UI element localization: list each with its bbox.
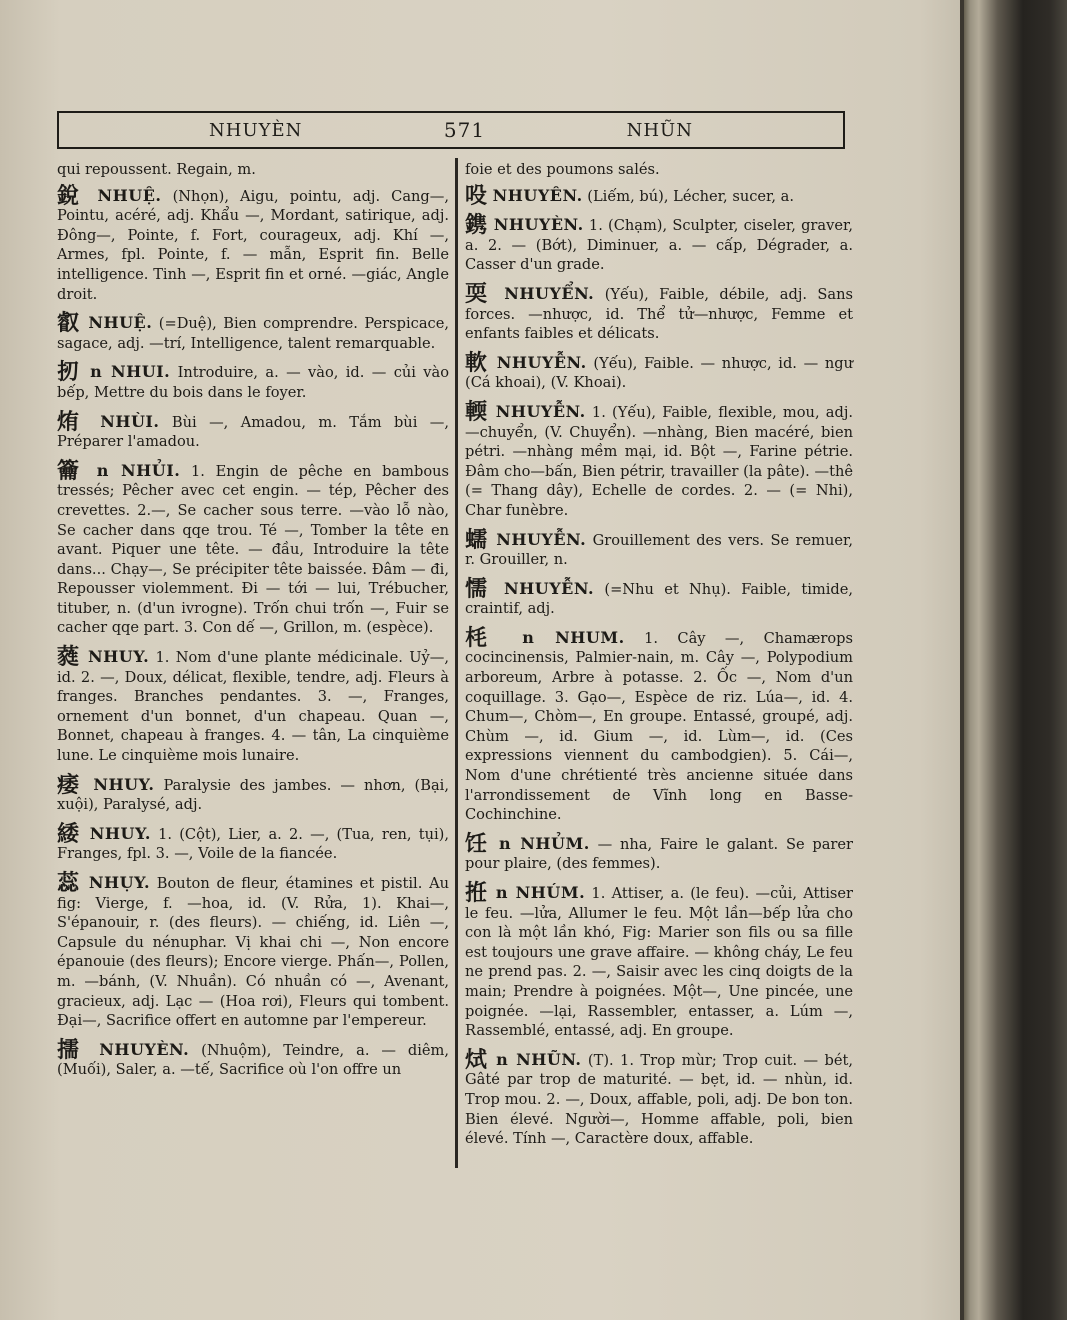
entry-text: 1. (Yếu), Faible, flexible, mou, adj. —chuyển, (V. Chuyển). —nhàng, Bien macéré, bien pétri. —nhàng mềm mại, id. Bột —, Farine pétrie. Đâm cho—bấn, Bien pétrir, travailler (la pâte). —thê (= Thang dây), Echelle de cordes. 2. — (= Nhi), Char funèbre. bbox=[465, 403, 853, 519]
header-right-word: NHŨN bbox=[626, 119, 693, 141]
entry-text: Grouillement des vers. Se remuer, r. Grouiller, n. bbox=[465, 531, 854, 569]
dictionary-entry bbox=[57, 820, 449, 864]
entry-headword: NHUYỄN. bbox=[496, 529, 587, 549]
dictionary-entry bbox=[57, 771, 449, 815]
entry-text: (Yếu), Faible. — nhược, id. — ngư (Cá khoai), (V. Khoai). bbox=[465, 354, 853, 392]
entry-headword: NHUYỂN. bbox=[504, 283, 595, 303]
entry-text: qui repoussent. Regain, m. bbox=[57, 161, 256, 178]
entry-character: 拰 bbox=[465, 880, 489, 906]
entry-text: 1. Attiser, a. (le feu). —củi, Attiser le feu. —lửa, Allumer le feu. Một lần—bếp lửa cho con là một lần khó, Fig: Marier son fils ou sa fille est toujours une grave affaire. — không cháy, Le feu ne prend pas. 2. —, Saisir avec les cinq doigts de la main; Prendre à poignées. Một—, Une pincée, une poignée. —lại, Rassembler, entasser, a. Lúm —, Rassemblé, entassé, adj. En groupe. bbox=[465, 885, 853, 1040]
column-divider bbox=[455, 158, 458, 1168]
entry-character: 軟 bbox=[465, 349, 490, 376]
entry-headword: n NHŨN. bbox=[496, 1049, 582, 1069]
dictionary-entry bbox=[465, 182, 853, 209]
dictionary-entry bbox=[57, 1036, 450, 1080]
entry-character: 耎 bbox=[465, 280, 493, 307]
dictionary-entry bbox=[465, 349, 853, 393]
dictionary-entry bbox=[57, 359, 450, 402]
header-left-word: NHUYÈN bbox=[209, 119, 303, 141]
entry-headword: n NHUI. bbox=[90, 362, 171, 382]
entry-text: Bouton de fleur, étamines et pistil. Au fig: Vierge, f. —hoa, id. (V. Rửa, 1). Khai—, S'épanouir, r. (des fleurs). — chiếng, id. Liên —, Capsule du nénuphar. Vị khai chi —, Non encore épanouie (des fleurs); Encore vierge. Phấn—, Pollen, m. —bánh, (V. Nhuần). Có nhuần có —, Avenant, gracieux, adj. Lạc — (Hoa rơi), Fleurs qui tombent. Đại—, Sacrifice offert en automne par l'empereur. bbox=[57, 875, 450, 1030]
entry-headword: NHUYỄN. bbox=[504, 578, 595, 598]
dictionary-entry bbox=[57, 310, 449, 353]
entry-headword: NHUỆ. bbox=[88, 313, 153, 333]
entry-character: 輭 bbox=[465, 398, 489, 425]
dictionary-entry bbox=[465, 880, 853, 1041]
entry-text: 1. Engin de pêche en bambous tressés; Pêcher avec cet engin. — tép, Pêcher des crevettes. 2.—, Se cacher sous terre. —vào lỗ nào, Se cacher dans qqe trou. Té —, Tomber la tête en avant. Piquer une tête. — đầu, Introduire la tête dans... Chạy—, Se précipiter tête baissée. Đâm — đi, Repousser violemment. Đi — tới — lui, Trébucher, tituber, n. (d'un ivrogne). Trốn chui trốn —, Fuir se cacher qqe part. 3. Con dế —, Grillon, m. (espèce). bbox=[57, 462, 449, 637]
entry-headword: n NHUM. bbox=[522, 627, 625, 647]
entry-character: 擩 bbox=[57, 1036, 87, 1063]
entry-headword: NHUYÈN. bbox=[99, 1039, 190, 1059]
entry-text: 1. (Cột), Lier, a. 2. —, (Tua, ren, tụi), Franges, fpl. 3. —, Voile de la fiancée. bbox=[57, 825, 449, 863]
dictionary-entry bbox=[57, 408, 450, 452]
entry-text: (=Nhu et Nhụ). Faible, timide, craintif, adj. bbox=[465, 580, 854, 618]
entry-character: 枆 bbox=[465, 624, 502, 651]
entry-text: 1. Nom d'une plante médicinale. Uỷ—, id. 2. —, Doux, délicat, flexible, tendre, adj. Fleurs à franges. Branches pendantes. 3. —, Franges, ornement d'un bonnet, d'un chapeau. Quan —, Bonnet, chapeau à franges. 4. — tân, La cinquième lune. Le cinquième mois lunaire. bbox=[57, 649, 450, 765]
entry-headword: NHUY. bbox=[89, 823, 151, 843]
entry-headword: n NHỦI. bbox=[96, 460, 181, 480]
entry-text: Paralysie des jambes. — nhơn, (Bại, xuội), Paralysé, adj. bbox=[57, 776, 449, 814]
entry-text: (T). 1. Trop mùr; Trop cuit. — bét, Gâté par trop de maturité. — bẹt, id. — nhùn, id. Trop mou. 2. —, Doux, affable, poli, adj. De bon ton. Bien élevé. Người—, Homme affable, poli, bien élevé. Tính —, Caractère doux, affable. bbox=[465, 1051, 853, 1148]
dictionary-entry bbox=[57, 182, 449, 305]
entry-headword: NHUYÈN. bbox=[493, 215, 584, 235]
entry-headword: NHUY. bbox=[88, 647, 150, 667]
dictionary-entry bbox=[465, 526, 854, 570]
dictionary-entry bbox=[465, 212, 853, 275]
entry-text: (Liếm, bú), Lécher, sucer, a. bbox=[587, 187, 795, 205]
entry-headword: NHÙI. bbox=[100, 411, 160, 431]
entry-text: 1. (Chạm), Sculpter, ciseler, graver, a. 2. — (Bớt), Diminuer, a. — cấp, Dégrader, a. Casser d'un grade. bbox=[465, 217, 853, 274]
entry-headword: n NHÚM. bbox=[495, 883, 586, 902]
entry-character: 懦 bbox=[465, 575, 493, 602]
entry-character: 吺 bbox=[465, 182, 488, 209]
entry-headword: NHUYỄN. bbox=[496, 352, 587, 372]
entry-headword: NHỤY. bbox=[88, 873, 151, 892]
entry-headword: NHUY. bbox=[93, 774, 155, 794]
dictionary-entry bbox=[57, 457, 449, 638]
dictionary-entry bbox=[465, 624, 853, 825]
entry-character: 蠕 bbox=[465, 526, 489, 553]
dictionary-entry bbox=[57, 160, 449, 180]
entry-text: (Yếu), Faible, débile, adj. Sans forces. —nhược, id. Thể tử—nhược, Femme et enfants faibles et délicats. bbox=[465, 285, 854, 343]
entry-character: 蕊 bbox=[57, 870, 82, 896]
entry-character: 鎸 bbox=[465, 212, 488, 239]
entry-headword: n NHỦM. bbox=[498, 833, 590, 853]
book-binding bbox=[962, 0, 1067, 1320]
entry-headword: NHUỆ. bbox=[97, 185, 162, 205]
dictionary-entry bbox=[57, 870, 450, 1031]
entry-character: 銳 bbox=[57, 182, 86, 209]
entry-text: 1. Cây —, Chamærops cocincinensis, Palmier-nain, m. Cây —, Polypodium arboreum, Arbre à potasse. 2. Ốc —, Nom d'un coquillage. 3. Gạo—, Espèce de riz. Lúa—, id. 4. Chum—, Chòm—, En groupe. Entassé, groupé, adj. Chùm —, id. Gium —, id. Lùm—, id. (Ces expressions viennent du cambodgien). 5. Cái—, Nom d'une chrétienté très ancienne située dans l'arrondissement de Vĩnh long en Basse-Cochinchine. bbox=[465, 629, 853, 824]
page-header bbox=[57, 111, 845, 149]
entry-character: 籥 bbox=[57, 457, 86, 484]
entry-text: foie et des poumons salés. bbox=[465, 161, 660, 178]
entry-character: 緌 bbox=[57, 820, 82, 847]
entry-character: 饪 bbox=[465, 830, 491, 857]
entry-character: 烠 bbox=[57, 408, 87, 435]
entry-character: 烒 bbox=[465, 1046, 489, 1073]
dictionary-entry bbox=[465, 575, 854, 619]
entry-headword: NHUYỄN. bbox=[495, 401, 586, 421]
left-column bbox=[57, 160, 449, 1089]
dictionary-entry bbox=[465, 830, 854, 874]
dictionary-entry bbox=[465, 398, 853, 521]
dictionary-entry bbox=[465, 1046, 853, 1149]
entry-text: (Nhọn), Aigu, pointu, adj. Cang—, Pointu, acéré, adj. Khẩu —, Mordant, satirique, adj. Đông—, Pointe, f. Fort, courageux, adj. Khí —, Armes, fpl. Pointe, f. — mẫn, Esprit fin. Belle intelligence. Tinh —, Esprit fin et orné. —giác, Angle droit. bbox=[57, 187, 449, 303]
entry-text: Introduire, a. — vào, id. — củi vào bếp, Mettre du bois dans le foyer. bbox=[57, 364, 450, 401]
entry-text: (Nhuộm), Teindre, a. — diêm, (Muối), Saler, a. —tế, Sacrifice où l'on offre un bbox=[57, 1041, 450, 1079]
entry-character: 叡 bbox=[57, 310, 81, 337]
page-edge bbox=[960, 0, 964, 1320]
entry-character: 蕤 bbox=[57, 644, 81, 671]
entry-text: Bùi —, Amadou, m. Tắm bùi —, Préparer l'amadou. bbox=[57, 413, 450, 451]
entry-headword: NHUYÊN. bbox=[492, 185, 583, 205]
entry-text: (=Duệ), Bien comprendre. Perspicace, sagace, adj. —trí, Intelligence, talent remarquable. bbox=[57, 315, 449, 352]
right-column bbox=[465, 160, 853, 1158]
dictionary-entry bbox=[57, 644, 450, 766]
entry-character: 扨 bbox=[57, 359, 82, 386]
entry-text: — nha, Faire le galant. Se parer pour plaire, (des femmes). bbox=[465, 835, 854, 873]
dictionary-entry bbox=[465, 280, 854, 344]
entry-character: 痿 bbox=[57, 771, 84, 798]
dictionary-entry bbox=[465, 160, 853, 180]
page-number: 571 bbox=[443, 118, 486, 142]
